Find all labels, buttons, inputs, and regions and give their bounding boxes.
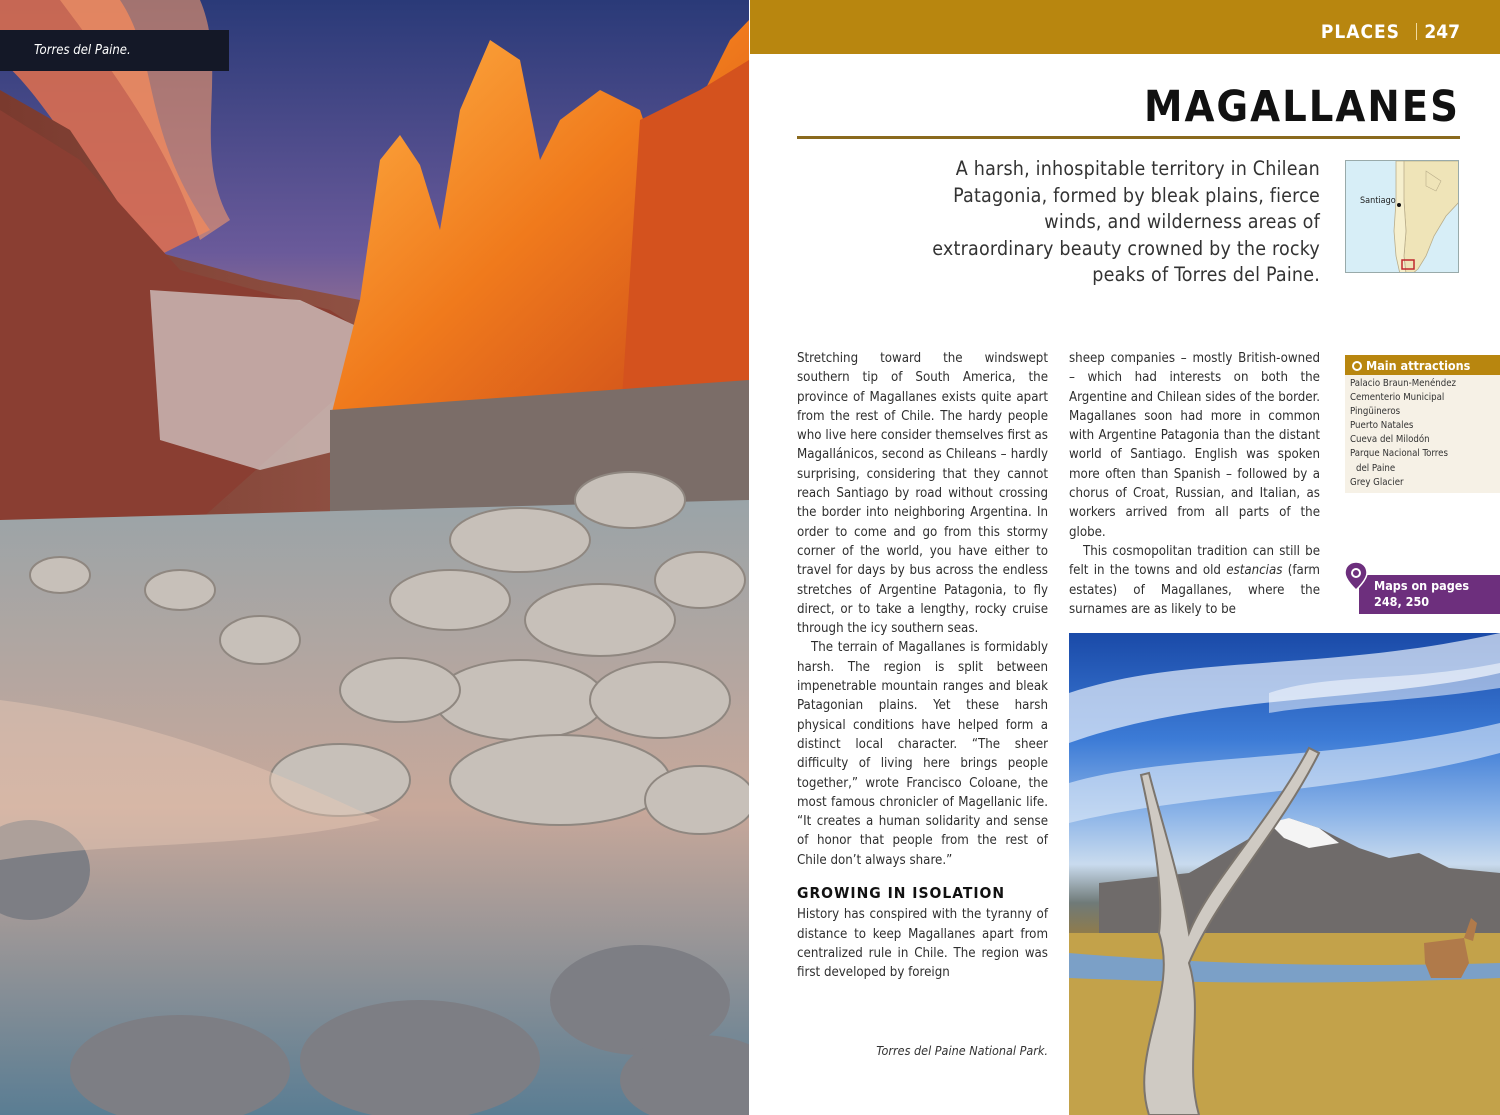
photo-caption: Torres del Paine. [0, 30, 229, 71]
body-paragraph: History has conspired with the tyranny of distance to keep Magallanes apart from centralized rule in Chile. The region was first developed by foreign [797, 907, 1048, 981]
body-text-italic: estancias [1226, 563, 1283, 579]
body-paragraph: The terrain of Magallanes is formidably harsh. The region is split between impenetrable mountain ranges and bleak Patagonian plains. Yet these harsh physical conditions have helped form a distinct local character. “The sheer difficulty of living here brings people together,” wrote Francisco Coloane, the most famous chronicler of Magellanic life. “It creates a human solidarity and sense of honor that people from the rest of Chile don’t always share.” [797, 640, 1048, 868]
main-attractions-list [1345, 375, 1500, 493]
map-label-santiago: Santiago [1360, 196, 1396, 206]
maps-reference [1359, 575, 1500, 614]
title-rule [797, 136, 1460, 139]
attraction-item: Palacio Braun-Menéndez [1350, 378, 1457, 389]
body-paragraph [1069, 542, 1320, 619]
compass-icon [1352, 361, 1362, 371]
photo-illustration [0, 0, 749, 1115]
national-park-photo [1069, 633, 1500, 1115]
attraction-item: Cementerio Municipal [1350, 392, 1445, 404]
attraction-item: Parque Nacional Torres [1350, 448, 1448, 460]
intro-paragraph: A harsh, inhospitable territory in Chilean Patagonia, formed by bleak plains, fierce winds, and wilderness areas of extraordinary beauty crowned by the rocky peaks of Torres del Paine. [932, 157, 1320, 286]
subheading: GROWING IN ISOLATION [797, 884, 1006, 903]
header-divider [1416, 23, 1417, 40]
attraction-item: Cueva del Milodón [1350, 434, 1430, 446]
maps-reference-pages: 248, 250 [1374, 594, 1430, 609]
main-attractions-header [1345, 355, 1500, 375]
main-attractions-title: Main attractions [1366, 358, 1471, 373]
main-attractions-box [1345, 355, 1500, 493]
body-text: (farm estates) of Magallanes, where the surnames are as likely to be [1069, 563, 1320, 617]
locator-map [1345, 160, 1459, 273]
page-title: MAGALLANES [1143, 82, 1460, 132]
attraction-item: Pingüineros [1350, 406, 1401, 418]
body-text: This cosmopolitan tradition can still be felt in the towns and old [1069, 543, 1320, 579]
body-column-1 [797, 349, 1048, 983]
map-pin-icon [1343, 561, 1369, 591]
photo-illustration [1069, 633, 1500, 1115]
body-paragraph: sheep companies – mostly British-owned – which had interests on both the Argentine and Chilean sides of the border. Magallanes soon had more in common with Argentine Patagonia than the distant world of Santiago. English was spoken more often than Spanish – followed by a chorus of Croat, Russian, and Italian, as workers arrived from all parts of the globe. [1069, 351, 1320, 540]
attraction-item: del Paine [1356, 462, 1396, 474]
torres-del-paine-photo [0, 0, 749, 1115]
chile-argentina-map-icon [1346, 161, 1459, 273]
section-label: PLACES [1320, 21, 1400, 43]
attraction-item: Grey Glacier [1350, 476, 1404, 488]
body-column-2 [1069, 349, 1320, 619]
page-number: 247 [1424, 21, 1460, 43]
photo-caption: Torres del Paine National Park. [876, 1043, 1048, 1058]
attraction-item: Puerto Natales [1350, 420, 1414, 432]
body-paragraph: Stretching toward the windswept southern tip of South America, the province of Magallanes exists quite apart from the rest of Chile. The hardy people who live here consider themselves first as Magallánicos, second as Chileans – hardly surprising, considering that they cannot reach Santiago by road without crossing the border into neighboring Argentina. In order to come and go from this stormy corner of the world, you have either to travel for days by bus across the endless stretches of Argentine Patagonia, to fly direct, or to take a lengthy, rocky cruise through the icy southern seas. [797, 351, 1048, 637]
maps-reference-label: Maps on pages [1374, 578, 1470, 593]
